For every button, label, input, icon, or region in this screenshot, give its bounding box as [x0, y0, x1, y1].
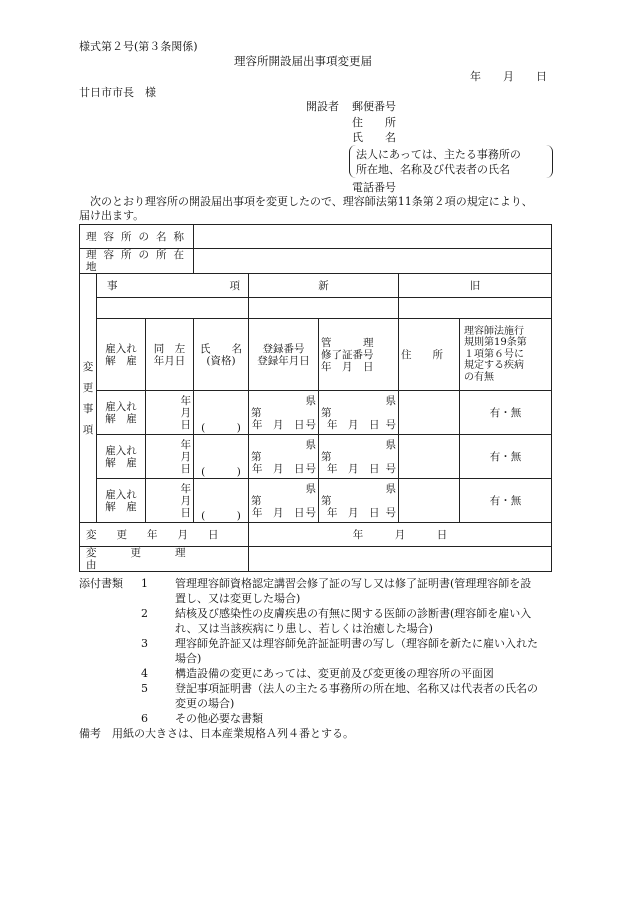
date-cell[interactable]: 年 月 日: [146, 479, 194, 523]
date-cell[interactable]: 年 月 日: [146, 391, 194, 435]
registration-cell[interactable]: 県 第 号 年 月 日: [249, 391, 319, 435]
attachment-item: 6 その他必要な書類: [141, 712, 263, 725]
blank-row: [80, 298, 552, 319]
staff-name-cell[interactable]: ( ): [194, 391, 249, 435]
intro-text-line1: 次のとおり理容所の開設届出事項を変更したので、理容師法第11条第２項の規定により、: [90, 195, 533, 208]
staff-address-cell[interactable]: [399, 479, 460, 523]
old-input[interactable]: [399, 298, 552, 319]
attachment-item: 5 登記事項証明書（法人の主たる事務所の所在地、名称又は代表者の氏名の 変更の場合): [141, 682, 538, 710]
manager-cert-cell[interactable]: 県 第 号 年 月 日: [319, 435, 399, 479]
change-reason-row: [80, 547, 552, 572]
change-reason-input[interactable]: [249, 547, 552, 572]
change-date-value[interactable]: 年 月 日: [249, 523, 552, 547]
staff-name-cell[interactable]: ( ): [194, 435, 249, 479]
disease-yes-no[interactable]: 有・無: [460, 435, 552, 479]
employ-cell[interactable]: 雇入れ 解 雇: [97, 391, 146, 435]
staff-row: [80, 479, 552, 523]
corporation-note-line2: 所在地、名称及び代表者の氏名: [356, 163, 510, 176]
employ-header: 雇入れ 解 雇: [97, 319, 146, 391]
shop-address-label: 理容所の所在地: [80, 249, 194, 274]
date-header: 同 左 年月日: [146, 319, 194, 391]
staff-name-header: 氏 名 (資格): [194, 319, 249, 391]
attachment-item: 2 結核及び感染性の皮膚疾患の有無に関する医師の診断書(理容師を雇い入 れ、又は当該疾病にり患し、若しくは治癒した場合): [141, 607, 532, 635]
change-date-row: [80, 523, 552, 547]
shop-address-row: [80, 249, 552, 274]
applicant-label: 開設者: [306, 100, 339, 113]
page-title: 理容所開設届出事項変更届: [234, 54, 372, 68]
old-column-header: 旧: [399, 274, 552, 298]
staff-address-cell[interactable]: [399, 391, 460, 435]
disease-yes-no[interactable]: 有・無: [460, 479, 552, 523]
employ-cell[interactable]: 雇入れ 解 雇: [97, 435, 146, 479]
attachment-item: 3 理容師免許証又は理容師免許証証明書の写し（理容師を新たに雇い入れた 場合): [141, 637, 538, 665]
new-column-header: 新: [249, 274, 399, 298]
registration-header: 登録番号 登録年月日: [249, 319, 319, 391]
item-input[interactable]: [97, 298, 249, 319]
attachment-item: 4 構造設備の変更にあっては、変更前及び変更後の理容所の平面図: [141, 667, 494, 680]
date-cell[interactable]: 年 月 日: [146, 435, 194, 479]
staff-address-cell[interactable]: [399, 435, 460, 479]
attachments-list: [79, 576, 559, 741]
staff-address-header: 住 所: [399, 319, 460, 391]
attachments-label: 添付書類: [79, 577, 123, 590]
staff-row: [80, 391, 552, 435]
change-reason-label: 変更理由: [80, 547, 249, 572]
registration-cell[interactable]: 県 第 号 年 月 日: [249, 435, 319, 479]
manager-cert-cell[interactable]: 県 第 号 年 月 日: [319, 479, 399, 523]
shop-name-row: [80, 225, 552, 249]
attachment-item: 添付書類 1 管理理容師資格認定講習会修了証の写し又は修了証明書(管理理容師を設 置し、又は変更した場合): [79, 577, 532, 605]
staff-name-cell[interactable]: ( ): [194, 479, 249, 523]
shop-address-input[interactable]: [194, 249, 552, 274]
registration-cell[interactable]: 県 第 号 年 月 日: [249, 479, 319, 523]
address-field[interactable]: 住 所: [352, 116, 396, 129]
intro-text-line2: 届け出ます。: [79, 209, 145, 222]
phone-field[interactable]: 電話番号: [352, 181, 396, 194]
change-date-label: 変更年月日: [80, 523, 249, 547]
name-field[interactable]: 氏 名: [352, 131, 396, 144]
staff-header-row: [80, 319, 552, 391]
change-items-vertical-label: 変 更 事 項: [80, 274, 97, 523]
employ-cell[interactable]: 雇入れ 解 雇: [97, 479, 146, 523]
date-line: 年 月 日: [470, 70, 547, 83]
form-number: 様式第２号(第３条関係): [79, 40, 198, 53]
remarks: 備考 用紙の大きさは、日本産業規格Ａ列４番とする。: [79, 727, 354, 740]
manager-cert-cell[interactable]: 県 第 号 年 月 日: [319, 391, 399, 435]
postal-code-field[interactable]: 郵便番号: [352, 100, 396, 113]
item-column-header: 事 項: [97, 274, 249, 298]
shop-name-input[interactable]: [194, 225, 552, 249]
new-input[interactable]: [249, 298, 399, 319]
change-form-table: [79, 224, 552, 572]
shop-name-label: 理容所の名称: [80, 225, 194, 249]
addressee: 廿日市市長 様: [79, 86, 156, 99]
corporation-note-line1: 法人にあっては、主たる事務所の: [356, 148, 521, 161]
staff-row: [80, 435, 552, 479]
disease-yes-no[interactable]: 有・無: [460, 391, 552, 435]
disease-header: 理容師法施行 規則第19条第 １項第６号に 規定する疾病 の有無: [460, 319, 552, 391]
manager-cert-header: 管 理 修了証番号 年 月 日: [319, 319, 399, 391]
change-items-header-row: [80, 274, 552, 298]
